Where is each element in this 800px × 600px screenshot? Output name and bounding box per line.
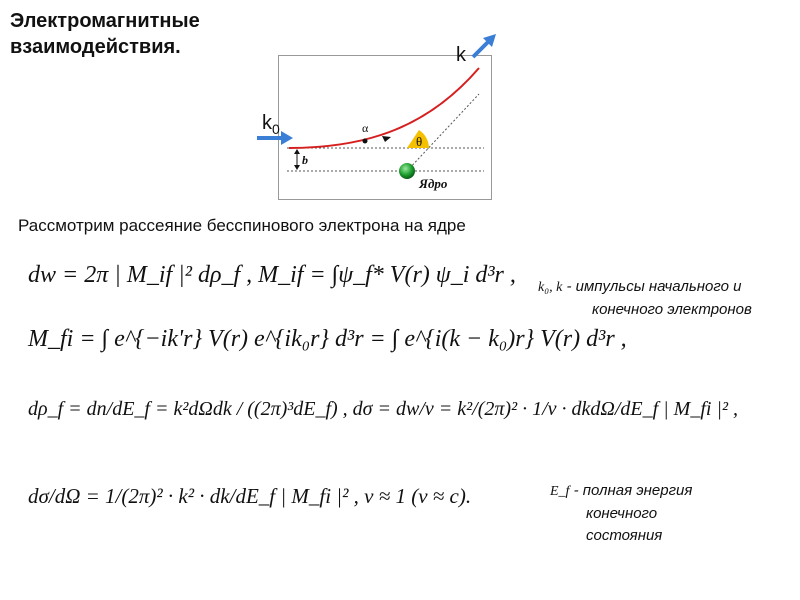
equation-2: M_fi = ∫ e^{−ik'r} V(r) e^{ik₀r} d³r = ∫ e^{i(k − k₀)r} V(r) d³r , [28, 326, 627, 352]
k0-label [262, 112, 280, 137]
k-label: k [456, 44, 466, 66]
energy-line-1: - полная энергия [573, 482, 693, 499]
scattering-diagram [278, 55, 492, 200]
alpha-symbol: α [362, 121, 369, 135]
outgoing-arrow [470, 32, 498, 60]
k0-subscript: 0 [272, 121, 280, 137]
energy-symbol: E_f [550, 484, 570, 499]
equation-4: dσ/dΩ = 1/(2π)² · k² · dk/dE_f | M_fi |² , v ≈ 1 (v ≈ c). [28, 484, 472, 508]
scattering-diagram-svg [279, 56, 491, 199]
theta-symbol: θ [416, 134, 423, 149]
momenta-line-1: - импульсы начального и [566, 278, 742, 295]
title-line-2: взаимодействия. [10, 36, 181, 58]
outgoing-arrow-shaft [473, 42, 488, 57]
energy-line-2: конечного [586, 505, 658, 522]
momenta-symbol: k₀, k [538, 280, 563, 295]
momenta-note [538, 276, 752, 321]
nucleus-label: Ядро [419, 176, 448, 191]
impact-parameter-label: b [302, 153, 308, 167]
intro-text: Рассмотрим рассеяние бесспинового электрона на ядре [18, 216, 466, 235]
energy-note [550, 480, 692, 547]
energy-line-3: состояния [586, 527, 663, 544]
k0-letter: k [262, 112, 272, 134]
trajectory-point [363, 139, 368, 144]
equation-1: dw = 2π | M_if |² dρ_f , M_if = ∫ψ_f* V(r) ψ_i d³r , [28, 262, 516, 288]
impact-arrow-up [294, 149, 300, 154]
trajectory-direction-arrow [382, 136, 391, 142]
momenta-line-2: конечного электронов [592, 301, 752, 318]
electron-trajectory [289, 68, 479, 148]
title-line-1: Электромагнитные [10, 10, 200, 32]
impact-arrow-down [294, 165, 300, 170]
equation-3: dρ_f = dn/dE_f = k²dΩdk / ((2π)³dE_f) , dσ = dw/v = k²/(2π)² · 1/v · dkdΩ/dE_f | M_fi |² , [28, 398, 738, 420]
page-title [10, 8, 200, 60]
nucleus-sphere [399, 163, 415, 179]
incoming-arrow-head [281, 131, 293, 145]
